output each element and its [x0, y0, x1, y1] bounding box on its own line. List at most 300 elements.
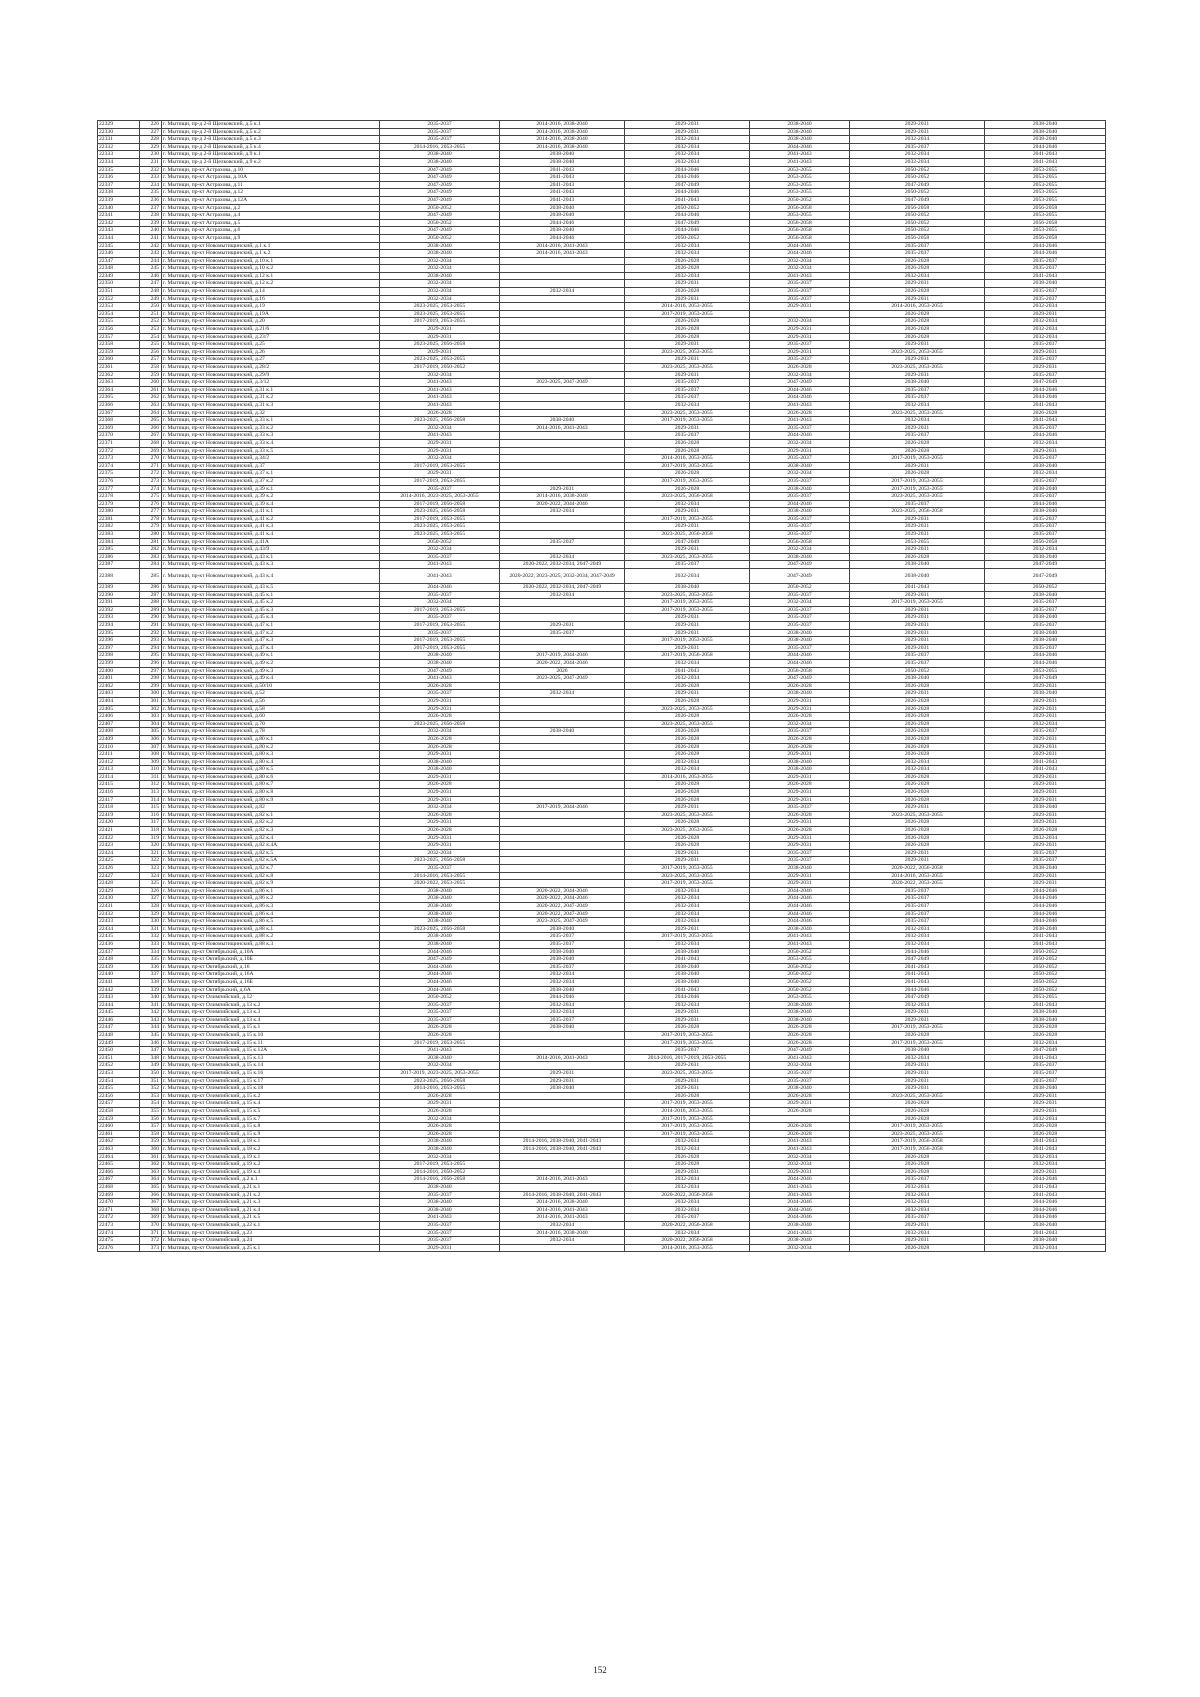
- period-cell-5: 2026-2028: [850, 827, 985, 835]
- period-cell-5: 2038-2040: [850, 675, 985, 683]
- period-cell-6: 2032-2034: [985, 546, 1106, 554]
- address-cell: г. Мытищи, пр-кт Новомытищинский, д.49 к.4: [162, 675, 380, 683]
- period-cell-4: 2050-2052: [750, 978, 850, 986]
- table-row: [98, 584, 1106, 592]
- period-cell-6: 2044-2046: [985, 887, 1106, 895]
- row-id-cell: 22359: [98, 348, 140, 356]
- period-cell-5: 2053-2055: [850, 538, 985, 546]
- period-cell-5: 2026-2028: [850, 1168, 985, 1176]
- row-id-cell: 22474: [98, 1229, 140, 1237]
- address-cell: г. Мытищи, пр-кт Новомытищинский, д.82 к.1: [162, 811, 380, 819]
- period-cell-1: 2029-2031: [380, 796, 500, 804]
- period-cell-1: 2023-2025, 2053-2055: [380, 523, 500, 531]
- period-cell-5: 2026-2028: [850, 743, 985, 751]
- period-cell-6: 2053-2055: [985, 166, 1106, 174]
- period-cell-1: 2029-2031: [380, 333, 500, 341]
- period-cell-1: 2029-2031: [380, 439, 500, 447]
- period-cell-4: 2041-2043: [750, 272, 850, 280]
- period-cell-1: 2023-2025, 2056-2058: [380, 417, 500, 425]
- period-cell-2: 2014-2016, 2041-2043: [500, 242, 625, 250]
- row-id-cell: 22385: [98, 546, 140, 554]
- address-cell: г. Мытищи, пр-кт Олимпийский, д.21 к.3: [162, 1199, 380, 1207]
- period-cell-2: [500, 857, 625, 865]
- row-number-cell: 269: [140, 447, 162, 455]
- period-cell-3: 2023-2025, 2053-2055: [625, 872, 750, 880]
- period-cell-3: 2032-2034: [625, 401, 750, 409]
- period-cell-3: 2029-2031: [625, 1062, 750, 1070]
- table-row: [98, 1191, 1106, 1199]
- address-cell: г. Мытищи, пр-кт Олимпийский, д.15 к.18: [162, 1085, 380, 1093]
- period-cell-3: 2017-2019, 2053-2055: [625, 880, 750, 888]
- row-id-cell: 22429: [98, 887, 140, 895]
- period-cell-2: 2014-2016, 2041-2043: [500, 1214, 625, 1222]
- period-cell-2: [500, 326, 625, 334]
- period-cell-3: 2029-2031: [625, 857, 750, 865]
- period-cell-4: 2032-2034: [750, 371, 850, 379]
- row-id-cell: 22389: [98, 584, 140, 592]
- row-id-cell: 22472: [98, 1214, 140, 1222]
- row-number-cell: 232: [140, 166, 162, 174]
- row-id-cell: 22394: [98, 622, 140, 630]
- table-row: [98, 811, 1106, 819]
- table-row: [98, 963, 1106, 971]
- period-cell-2: 2035-2037: [500, 933, 625, 941]
- address-cell: г. Мытищи, пр-кт Новомытищинский, д.86 к.1: [162, 887, 380, 895]
- address-cell: г. Мытищи, пр-кт Астрахова, д.12: [162, 189, 380, 197]
- period-cell-6: 2044-2046: [985, 1206, 1106, 1214]
- address-cell: г. Мытищи, пр-кт Новомытищинский, д.70: [162, 720, 380, 728]
- period-cell-3: 2032-2034: [625, 1183, 750, 1191]
- period-cell-3: 2026-2028: [625, 842, 750, 850]
- period-cell-1: 2047-2049: [380, 212, 500, 220]
- table-body: [98, 121, 1106, 1252]
- period-cell-4: 2026-2028: [750, 682, 850, 690]
- table-row: [98, 918, 1106, 926]
- period-cell-3: 2020-2022, 2056-2058: [625, 1237, 750, 1245]
- period-cell-1: 2038-2040: [380, 652, 500, 660]
- period-cell-1: 2032-2034: [380, 288, 500, 296]
- period-cell-1: 2038-2040: [380, 918, 500, 926]
- period-cell-1: 2050-2052: [380, 204, 500, 212]
- period-cell-5: 2017-2019, 2053-2055: [850, 455, 985, 463]
- row-id-cell: 22335: [98, 166, 140, 174]
- period-cell-5: 2035-2037: [850, 394, 985, 402]
- row-number-cell: 243: [140, 250, 162, 258]
- period-cell-6: 2038-2040: [985, 614, 1106, 622]
- period-cell-6: 2038-2040: [985, 1016, 1106, 1024]
- table-row: [98, 781, 1106, 789]
- period-cell-3: 2032-2034: [625, 887, 750, 895]
- address-cell: г. Мытищи, пр-кт Новомытищинский, д.25: [162, 341, 380, 349]
- table-row: [98, 880, 1106, 888]
- period-cell-4: 2029-2031: [750, 1100, 850, 1108]
- period-cell-6: 2038-2040: [985, 637, 1106, 645]
- table-row: [98, 310, 1106, 318]
- period-cell-3: 2017-2019, 2053-2055: [625, 865, 750, 873]
- period-cell-2: 2035-2037: [500, 1016, 625, 1024]
- period-cell-4: 2035-2037: [750, 1070, 850, 1078]
- period-cell-1: 2044-2046: [380, 986, 500, 994]
- period-cell-5: 2050-2052: [850, 212, 985, 220]
- address-cell: г. Мытищи, пр-кт Октябрьский, д.16Б: [162, 978, 380, 986]
- period-cell-3: 2029-2031: [625, 546, 750, 554]
- period-cell-3: 2029-2031: [625, 644, 750, 652]
- table-row: [98, 485, 1106, 493]
- table-row: [98, 1009, 1106, 1017]
- period-cell-1: 2029-2031: [380, 447, 500, 455]
- period-cell-5: 2029-2031: [850, 515, 985, 523]
- period-cell-5: 2032-2034: [850, 272, 985, 280]
- period-cell-4: 2035-2037: [750, 477, 850, 485]
- period-cell-3: 2032-2034: [625, 902, 750, 910]
- row-number-cell: 297: [140, 667, 162, 675]
- row-number-cell: 370: [140, 1221, 162, 1229]
- period-cell-4: 2056-2058: [750, 538, 850, 546]
- period-cell-3: 2017-2019, 2053-2055: [625, 1032, 750, 1040]
- period-cell-6: 2029-2031: [985, 819, 1106, 827]
- row-id-cell: 22339: [98, 196, 140, 204]
- period-cell-4: 2035-2037: [750, 295, 850, 303]
- period-cell-1: 2017-2019, 2050-2052: [380, 364, 500, 372]
- period-cell-6: 2035-2037: [985, 356, 1106, 364]
- row-id-cell: 22407: [98, 720, 140, 728]
- row-number-cell: 285: [140, 569, 162, 584]
- row-number-cell: 359: [140, 1138, 162, 1146]
- period-cell-2: [500, 455, 625, 463]
- table-row: [98, 1199, 1106, 1207]
- period-cell-4: 2029-2031: [750, 773, 850, 781]
- period-cell-1: 2026-2028: [380, 827, 500, 835]
- row-number-cell: 246: [140, 272, 162, 280]
- period-cell-4: 2029-2031: [750, 326, 850, 334]
- period-cell-5: 2017-2019, 2053-2055: [850, 1024, 985, 1032]
- row-number-cell: 321: [140, 849, 162, 857]
- period-cell-5: 2032-2034: [850, 1206, 985, 1214]
- period-cell-1: 2035-2037: [380, 136, 500, 144]
- period-cell-3: 2038-2040: [625, 971, 750, 979]
- row-id-cell: 22422: [98, 834, 140, 842]
- period-cell-6: 2029-2031: [985, 751, 1106, 759]
- period-cell-4: 2029-2031: [750, 303, 850, 311]
- address-cell: г. Мытищи, пр-кт Новомытищинский, д.88 к.3: [162, 940, 380, 948]
- period-cell-5: 2032-2034: [850, 758, 985, 766]
- period-cell-1: 2020-2022, 2053-2055: [380, 880, 500, 888]
- period-cell-4: 2038-2040: [750, 553, 850, 561]
- row-number-cell: 326: [140, 887, 162, 895]
- row-id-cell: 22362: [98, 371, 140, 379]
- period-cell-4: 2026-2028: [750, 743, 850, 751]
- period-cell-4: 2038-2040: [750, 1237, 850, 1245]
- period-cell-5: 2026-2028: [850, 751, 985, 759]
- period-cell-6: 2032-2034: [985, 1115, 1106, 1123]
- period-cell-3: 2026-2028: [625, 819, 750, 827]
- period-cell-4: 2032-2034: [750, 720, 850, 728]
- period-cell-3: 2014-2016, 2053-2055: [625, 1108, 750, 1116]
- period-cell-4: 2056-2058: [750, 234, 850, 242]
- period-cell-4: 2038-2040: [750, 1016, 850, 1024]
- period-cell-1: 2047-2049: [380, 196, 500, 204]
- period-cell-3: 2020-2022, 2056-2058: [625, 1221, 750, 1229]
- period-cell-6: 2041-2043: [985, 1138, 1106, 1146]
- period-cell-6: 2032-2034: [985, 1244, 1106, 1252]
- address-cell: г. Мытищи, пр-кт Астрахова, д.12А: [162, 196, 380, 204]
- period-cell-5: 2035-2037: [850, 887, 985, 895]
- row-number-cell: 253: [140, 326, 162, 334]
- row-id-cell: 22433: [98, 918, 140, 926]
- table-row: [98, 1077, 1106, 1085]
- row-id-cell: 22410: [98, 743, 140, 751]
- row-number-cell: 286: [140, 584, 162, 592]
- period-cell-2: 2014-2016, 2038-2040: [500, 1229, 625, 1237]
- period-cell-3: 2029-2031: [625, 1168, 750, 1176]
- address-cell: г. Мытищи, пр-кт Новомытищинский, д.19: [162, 303, 380, 311]
- table-row: [98, 644, 1106, 652]
- period-cell-5: 2047-2049: [850, 196, 985, 204]
- period-cell-4: 2038-2040: [750, 485, 850, 493]
- table-row: [98, 1206, 1106, 1214]
- row-id-cell: 22405: [98, 705, 140, 713]
- row-number-cell: 248: [140, 288, 162, 296]
- period-cell-6: 2038-2040: [985, 121, 1106, 129]
- row-number-cell: 363: [140, 1168, 162, 1176]
- table-row: [98, 1153, 1106, 1161]
- period-cell-2: [500, 364, 625, 372]
- period-cell-2: [500, 515, 625, 523]
- period-cell-2: 2026: [500, 667, 625, 675]
- address-cell: г. Мытищи, пр-кт Новомытищинский, д.80 к.2: [162, 743, 380, 751]
- period-cell-6: 2026-2028: [985, 1032, 1106, 1040]
- period-cell-2: 2032-2034: [500, 978, 625, 986]
- period-cell-1: 2032-2034: [380, 265, 500, 273]
- table-row: [98, 257, 1106, 265]
- row-id-cell: 22375: [98, 470, 140, 478]
- address-cell: г. Мытищи, пр-кт Новомытищинский, д.34/2: [162, 455, 380, 463]
- period-cell-4: 2050-2052: [750, 196, 850, 204]
- table-row: [98, 295, 1106, 303]
- period-cell-5: 2017-2019, 2053-2055: [850, 1039, 985, 1047]
- table-row: [98, 1100, 1106, 1108]
- row-number-cell: 367: [140, 1199, 162, 1207]
- table-row: [98, 994, 1106, 1002]
- period-cell-4: 2056-2058: [750, 204, 850, 212]
- row-number-cell: 293: [140, 637, 162, 645]
- row-id-cell: 22403: [98, 690, 140, 698]
- table-row: [98, 569, 1106, 584]
- period-cell-1: 2035-2037: [380, 591, 500, 599]
- table-row: [98, 697, 1106, 705]
- period-cell-2: [500, 606, 625, 614]
- row-id-cell: 22419: [98, 811, 140, 819]
- period-cell-2: 2023-2025, 2047-2049: [500, 918, 625, 926]
- period-cell-2: 2035-2037: [500, 629, 625, 637]
- row-id-cell: 22430: [98, 895, 140, 903]
- period-cell-2: [500, 705, 625, 713]
- row-id-cell: 22432: [98, 910, 140, 918]
- address-cell: г. Мытищи, пр-кт Олимпийский, д.15 к.12А: [162, 1047, 380, 1055]
- period-cell-4: 2026-2028: [750, 1024, 850, 1032]
- table-row: [98, 242, 1106, 250]
- table-row: [98, 789, 1106, 797]
- period-cell-3: 2029-2031: [625, 622, 750, 630]
- row-number-cell: 354: [140, 1100, 162, 1108]
- table-row: [98, 895, 1106, 903]
- period-cell-1: 2035-2037: [380, 485, 500, 493]
- period-cell-3: 2047-2049: [625, 219, 750, 227]
- period-cell-6: 2047-2049: [985, 561, 1106, 569]
- row-number-cell: 368: [140, 1206, 162, 1214]
- table-row: [98, 1016, 1106, 1024]
- period-cell-3: 2032-2034: [625, 910, 750, 918]
- period-cell-1: 2032-2034: [380, 849, 500, 857]
- period-cell-4: 2044-2046: [750, 432, 850, 440]
- period-cell-3: 2023-2025, 2053-2055: [625, 811, 750, 819]
- period-cell-3: 2032-2034: [625, 158, 750, 166]
- row-id-cell: 22397: [98, 644, 140, 652]
- row-id-cell: 22348: [98, 265, 140, 273]
- period-cell-6: 2053-2055: [985, 174, 1106, 182]
- row-number-cell: 364: [140, 1176, 162, 1184]
- period-cell-2: [500, 394, 625, 402]
- row-id-cell: 22427: [98, 872, 140, 880]
- table-row: [98, 553, 1106, 561]
- period-cell-5: 2035-2037: [850, 918, 985, 926]
- row-id-cell: 22329: [98, 121, 140, 129]
- period-cell-1: 2023-2025, 2056-2058: [380, 508, 500, 516]
- period-cell-6: 2032-2034: [985, 834, 1106, 842]
- address-cell: г. Мытищи, пр-кт Олимпийский, д.15 к.17: [162, 1077, 380, 1085]
- row-number-cell: 290: [140, 614, 162, 622]
- period-cell-4: 2035-2037: [750, 288, 850, 296]
- period-cell-5: 2035-2037: [850, 652, 985, 660]
- table-row: [98, 720, 1106, 728]
- row-id-cell: 22333: [98, 151, 140, 159]
- row-number-cell: 262: [140, 394, 162, 402]
- table-row: [98, 128, 1106, 136]
- period-cell-5: 2050-2052: [850, 174, 985, 182]
- period-cell-4: 2050-2052: [750, 584, 850, 592]
- period-cell-2: [500, 758, 625, 766]
- period-cell-4: 2044-2046: [750, 143, 850, 151]
- period-cell-4: 2041-2043: [750, 933, 850, 941]
- table-row: [98, 181, 1106, 189]
- period-cell-6: 2029-2031: [985, 310, 1106, 318]
- period-cell-4: 2029-2031: [750, 447, 850, 455]
- period-cell-5: 2035-2037: [850, 659, 985, 667]
- period-cell-3: 2023-2025, 2053-2055: [625, 348, 750, 356]
- row-id-cell: 22465: [98, 1161, 140, 1169]
- period-cell-2: 2038-2040: [500, 227, 625, 235]
- period-cell-1: 2035-2037: [380, 1016, 500, 1024]
- row-id-cell: 22443: [98, 994, 140, 1002]
- period-cell-6: 2026-2028: [985, 409, 1106, 417]
- period-cell-1: 2032-2034: [380, 455, 500, 463]
- period-cell-4: 2053-2055: [750, 994, 850, 1002]
- period-cell-1: 2017-2019, 2053-2055: [380, 1039, 500, 1047]
- period-cell-3: 2032-2034: [625, 918, 750, 926]
- period-cell-3: 2017-2019, 2053-2055: [625, 1039, 750, 1047]
- period-cell-4: 2026-2028: [750, 409, 850, 417]
- row-id-cell: 22416: [98, 789, 140, 797]
- period-cell-6: 2041-2043: [985, 1191, 1106, 1199]
- address-cell: г. Мытищи, пр-кт Новомытищинский, д.41 к.3: [162, 523, 380, 531]
- table-row: [98, 379, 1106, 387]
- row-number-cell: 300: [140, 690, 162, 698]
- row-number-cell: 335: [140, 956, 162, 964]
- table-row: [98, 424, 1106, 432]
- row-id-cell: 22462: [98, 1138, 140, 1146]
- period-cell-6: 2035-2037: [985, 493, 1106, 501]
- row-number-cell: 260: [140, 379, 162, 387]
- period-cell-6: 2038-2040: [985, 1085, 1106, 1093]
- address-cell: г. Мытищи, пр-кт Новомытищинский, д.88 к.2: [162, 933, 380, 941]
- table-row: [98, 470, 1106, 478]
- table-row: [98, 773, 1106, 781]
- address-cell: г. Мытищи, пр-кт Новомытищинский, д.31 к.3: [162, 401, 380, 409]
- period-cell-5: 2026-2028: [850, 796, 985, 804]
- address-cell: г. Мытищи, пр-кт Новомытищинский, д.80 к.3: [162, 751, 380, 759]
- period-cell-4: 2026-2028: [750, 364, 850, 372]
- row-id-cell: 22390: [98, 591, 140, 599]
- register-sheet: [97, 120, 1105, 1252]
- period-cell-1: 2035-2037: [380, 690, 500, 698]
- period-cell-1: 2047-2049: [380, 181, 500, 189]
- row-number-cell: 280: [140, 531, 162, 539]
- row-id-cell: 22383: [98, 531, 140, 539]
- period-cell-6: 2044-2046: [985, 432, 1106, 440]
- period-cell-3: 2050-2052: [625, 204, 750, 212]
- period-cell-1: 2035-2037: [380, 553, 500, 561]
- row-number-cell: 358: [140, 1130, 162, 1138]
- row-id-cell: 22347: [98, 257, 140, 265]
- address-cell: г. Мытищи, пр-кт Новомытищинский, д.31 к.2: [162, 394, 380, 402]
- period-cell-5: 2041-2043: [850, 584, 985, 592]
- period-cell-2: 2032-2034: [500, 1001, 625, 1009]
- period-cell-3: 2029-2031: [625, 280, 750, 288]
- period-cell-4: 2047-2049: [750, 561, 850, 569]
- period-cell-4: 2035-2037: [750, 523, 850, 531]
- period-cell-1: 2023-2025, 2056-2058: [380, 925, 500, 933]
- period-cell-6: 2032-2034: [985, 1161, 1106, 1169]
- row-id-cell: 22364: [98, 386, 140, 394]
- period-cell-4: 2041-2043: [750, 401, 850, 409]
- period-cell-3: 2026-2028: [625, 781, 750, 789]
- period-cell-2: 2014-2016, 2038-2040, 2041-2043: [500, 1138, 625, 1146]
- period-cell-2: 2032-2034: [500, 1009, 625, 1017]
- period-cell-3: 2029-2031: [625, 629, 750, 637]
- period-cell-6: 2041-2043: [985, 151, 1106, 159]
- period-cell-3: 2041-2043: [625, 667, 750, 675]
- period-cell-2: [500, 1123, 625, 1131]
- row-number-cell: 305: [140, 728, 162, 736]
- period-cell-1: 2041-2043: [380, 561, 500, 569]
- period-cell-3: 2032-2034: [625, 1199, 750, 1207]
- period-cell-6: 2035-2037: [985, 622, 1106, 630]
- period-cell-1: 2038-2040: [380, 242, 500, 250]
- period-cell-6: 2041-2043: [985, 940, 1106, 948]
- table-row: [98, 933, 1106, 941]
- period-cell-1: 2026-2028: [380, 713, 500, 721]
- period-cell-5: 2026-2028: [850, 1100, 985, 1108]
- period-cell-5: 2026-2028: [850, 288, 985, 296]
- period-cell-2: 2029-2031: [500, 1070, 625, 1078]
- address-cell: г. Мытищи, пр-кт Астрахова, д.6: [162, 227, 380, 235]
- row-number-cell: 355: [140, 1108, 162, 1116]
- address-cell: г. Мытищи, пр-кт Новомытищинский, д.26: [162, 348, 380, 356]
- period-cell-6: 2035-2037: [985, 857, 1106, 865]
- period-cell-6: 2038-2040: [985, 485, 1106, 493]
- period-cell-4: 2050-2052: [750, 963, 850, 971]
- period-cell-3: 2032-2034: [625, 1229, 750, 1237]
